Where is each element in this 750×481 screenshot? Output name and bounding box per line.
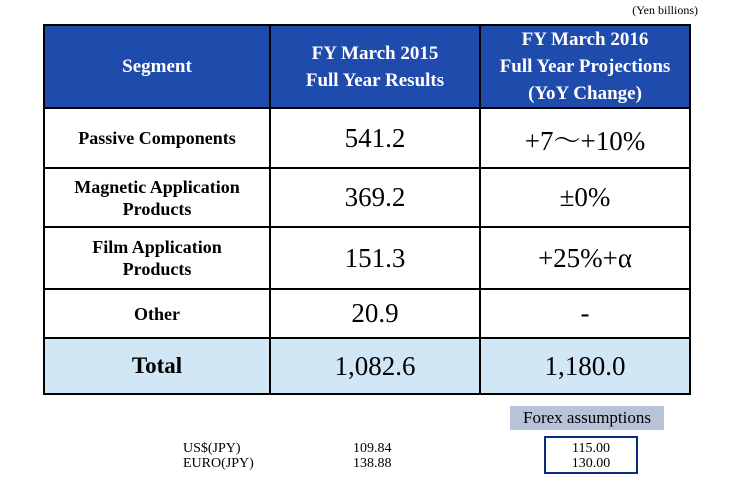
header-fy2015-line2: Full Year Results xyxy=(305,69,445,91)
segment-label-line2: Products xyxy=(122,259,192,279)
segment-cell xyxy=(44,227,270,289)
segment-cell xyxy=(44,289,270,338)
forex-usd-label: US$(JPY) xyxy=(183,441,241,456)
fy2016-value: +7～+10% xyxy=(480,108,690,168)
table-row xyxy=(44,108,690,168)
forex-usd-fy2015: 109.84 xyxy=(353,441,392,456)
header-fy2016-line3: (YoY Change) xyxy=(528,83,642,104)
header-fy2016 xyxy=(480,25,690,108)
total-fy2015-value: 1,082.6 xyxy=(270,338,480,394)
forex-euro-label: EURO(JPY) xyxy=(183,456,254,471)
fy2016-value: ±0% xyxy=(480,168,690,227)
header-segment-label: Segment xyxy=(122,56,192,77)
table-header-row xyxy=(44,25,690,108)
total-label: Total xyxy=(44,338,270,394)
fy2016-value: +25%+α xyxy=(480,227,690,289)
total-fy2016-value: 1,180.0 xyxy=(480,338,690,394)
segment-table xyxy=(43,24,691,395)
segment-cell xyxy=(44,108,270,168)
header-fy2016-line2: Full Year Projections xyxy=(499,56,671,77)
segment-cell xyxy=(44,168,270,227)
unit-note: (Yen billions) xyxy=(632,3,698,17)
header-fy2016-line1: FY March 2016 xyxy=(521,29,649,50)
segment-label: Film Application xyxy=(92,237,222,257)
fy2015-value: 151.3 xyxy=(270,227,480,289)
forex-usd-fy2016: 115.00 xyxy=(572,441,610,456)
segment-label: Magnetic Application xyxy=(74,176,240,197)
forex-euro-fy2016: 130.00 xyxy=(571,456,611,471)
table-row xyxy=(44,227,690,289)
forex-euro-fy2015: 138.88 xyxy=(353,456,392,471)
table-row xyxy=(44,289,690,338)
forex-assumptions-label: Forex assumptions xyxy=(510,406,664,430)
fy2016-value: - xyxy=(480,289,690,338)
segment-label: Passive Components xyxy=(78,128,236,148)
fy2015-value: 369.2 xyxy=(270,168,480,227)
total-row xyxy=(44,338,690,394)
header-fy2015 xyxy=(270,25,480,108)
table-row xyxy=(44,168,690,227)
segment-label-line2: Products xyxy=(122,198,192,219)
header-fy2015-line1: FY March 2015 xyxy=(311,42,439,64)
fy2015-value: 541.2 xyxy=(270,108,480,168)
segment-label: Other xyxy=(134,303,180,324)
header-segment xyxy=(44,25,270,108)
fy2015-value: 20.9 xyxy=(270,289,480,338)
